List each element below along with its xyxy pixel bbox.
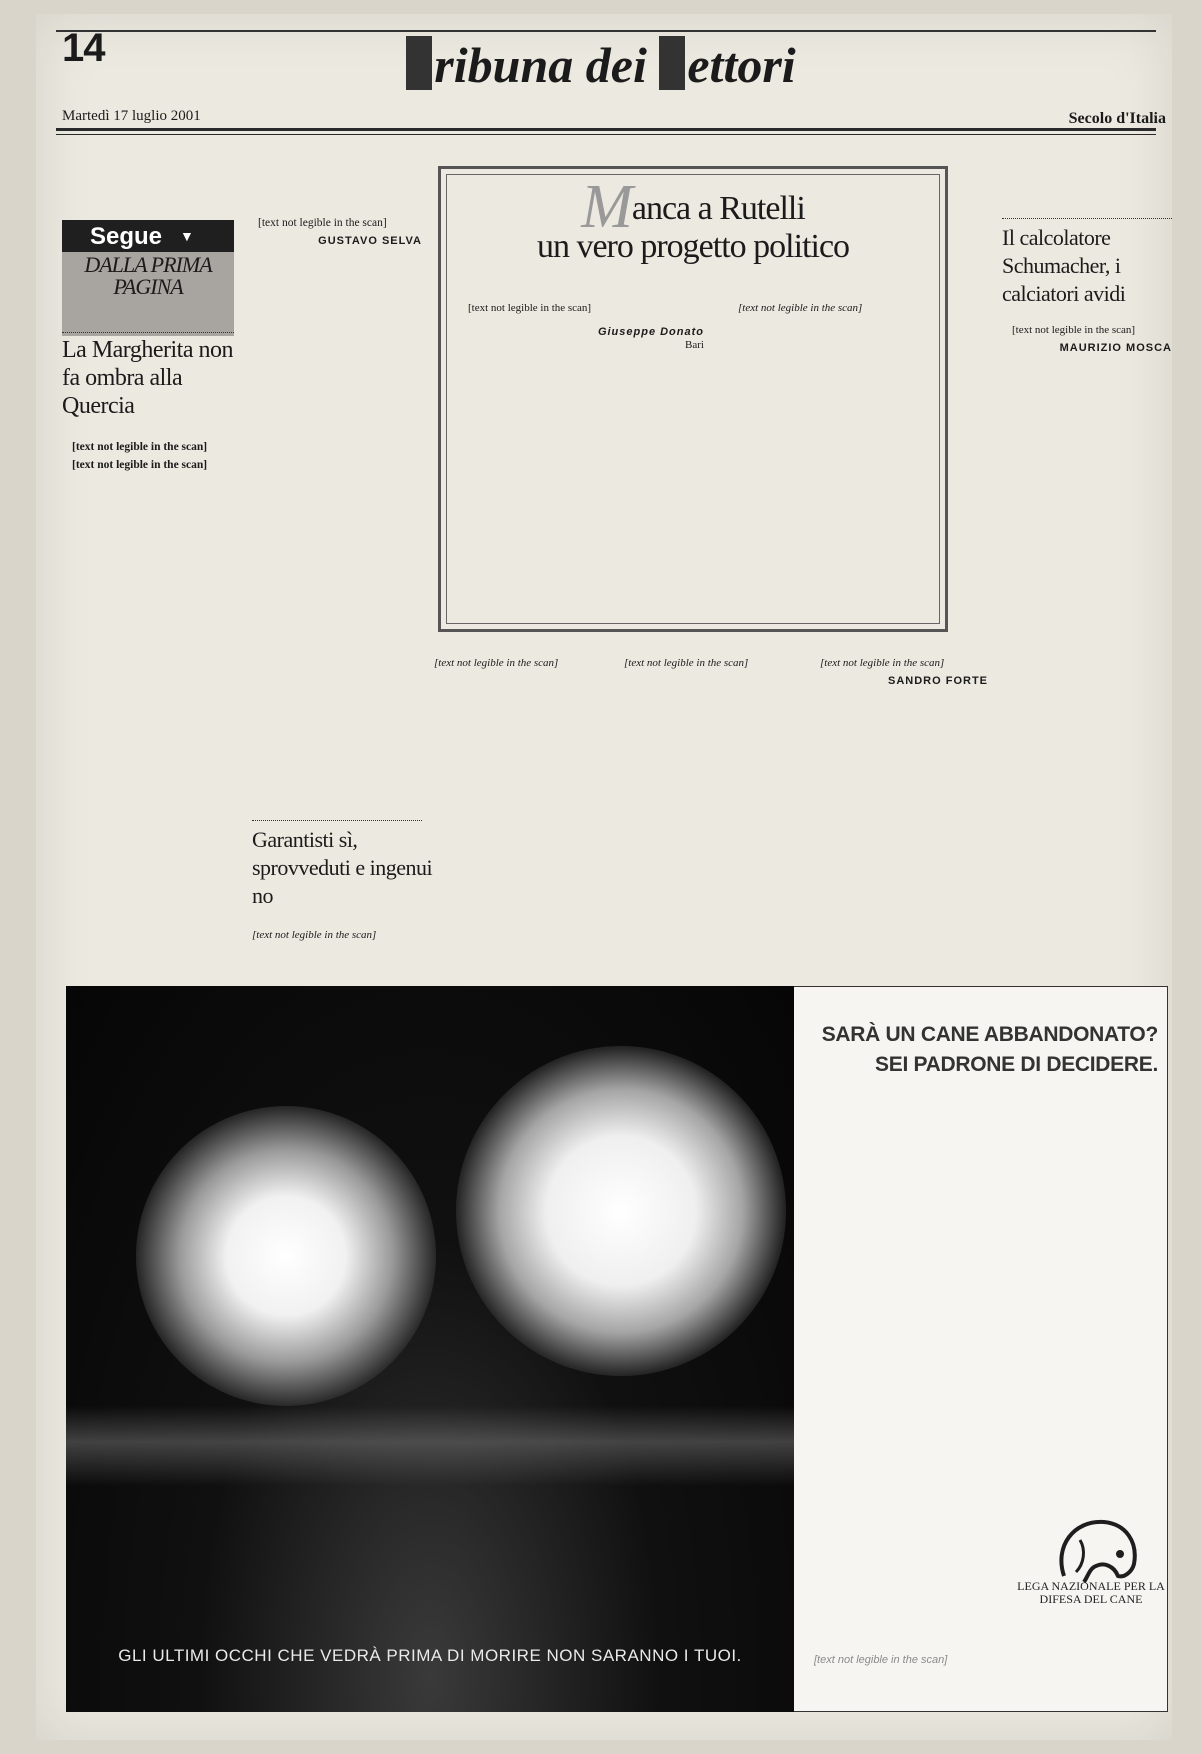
ad-photo-dog-eyes [66, 986, 794, 1712]
right-eye-glow [456, 1046, 786, 1376]
masthead [0, 36, 1202, 94]
left-eye-glow [136, 1106, 436, 1406]
header-rule-thin [56, 134, 1156, 135]
page-number: 14 [62, 26, 105, 70]
byline-forte: SANDRO FORTE [888, 675, 988, 687]
paragraph: [text not legible in the scan] [252, 929, 377, 941]
article-headline-schumacher: Il calcolatore Schumacher, i calciatori avidi [1002, 225, 1126, 306]
header-rule [56, 128, 1156, 131]
ad-headline [780, 1020, 1158, 1080]
masthead-text-1: ribuna dei [434, 37, 660, 93]
boxed-column-b [728, 302, 968, 320]
ad-headline-line-1: SARÀ UN CANE ABBANDONATO? [821, 1023, 1158, 1046]
triangle-down-icon: ▼ [180, 228, 194, 244]
ad-headline-line-2: SEI PADRONE DI DECIDERE. [875, 1053, 1158, 1076]
segue-badge [62, 220, 234, 252]
dotted-rule [252, 820, 422, 821]
paragraph: [text not legible in the scan] [624, 657, 749, 669]
masthead-text-2: ettori [687, 37, 796, 93]
column-schumacher [1002, 324, 1172, 356]
paragraph: [text not legible in the scan] [820, 657, 945, 669]
paragraph: [text not legible in the scan] [1012, 324, 1136, 336]
paragraph: [text not legible in the scan] [72, 459, 208, 472]
boxed-article-title [446, 173, 940, 266]
author-city: Bari [685, 339, 704, 352]
segue-subtitle: DALLA PRIMA PAGINA [62, 252, 234, 336]
masthead-block-t [406, 36, 432, 90]
dotted-rule [1002, 218, 1172, 219]
column-garantisti-head [252, 928, 424, 946]
column-garantisti-3 [820, 656, 988, 688]
column-margherita-2 [248, 216, 422, 249]
title-line-1: anca a Rutelli [631, 190, 805, 227]
paragraph: [text not legible in the scan] [434, 657, 559, 669]
ad-fine-print: [text not legible in the scan] [814, 1654, 948, 1666]
paragraph: [text not legible in the scan] [72, 441, 208, 453]
paragraph: [text not legible in the scan] [258, 217, 387, 229]
byline-selva: GUSTAVO SELVA [318, 235, 422, 248]
article-headline-garantisti: Garantisti sì, sprovveduti e ingenui no [252, 827, 433, 908]
ground-haze [66, 1406, 794, 1486]
issue-date: Martedì 17 luglio 2001 [62, 108, 201, 124]
boxed-author [458, 326, 704, 353]
top-rule [56, 30, 1156, 32]
segue-label: Segue [90, 223, 163, 250]
author-name: Giuseppe Donato [597, 325, 704, 338]
ad-tagline: GLI ULTIMI OCCHI CHE VEDRÀ PRIMA DI MORIRE NON SARANNO I TUOI. [118, 1646, 742, 1665]
masthead-block-l [659, 36, 685, 90]
article-headline-margherita: La Margherita non fa ombra alla Quercia [62, 337, 233, 419]
title-line-2: un vero progetto politico [536, 228, 850, 265]
paragraph: [text not legible in the scan] [468, 302, 592, 314]
drop-initial: M [581, 173, 632, 241]
column-margherita-1 [62, 440, 236, 477]
ad-organization: LEGA NAZIONALE PER LA DIFESA DEL CANE [1017, 1579, 1165, 1606]
paragraph: [text not legible in the scan] [738, 302, 863, 314]
boxed-column-a [458, 302, 704, 353]
column-garantisti-1 [434, 656, 604, 674]
byline-mosca: MAURIZIO MOSCA [1059, 341, 1172, 354]
column-garantisti-2 [624, 656, 806, 674]
dotted-rule [62, 332, 234, 333]
paper-name: Secolo d'Italia [1068, 110, 1166, 127]
